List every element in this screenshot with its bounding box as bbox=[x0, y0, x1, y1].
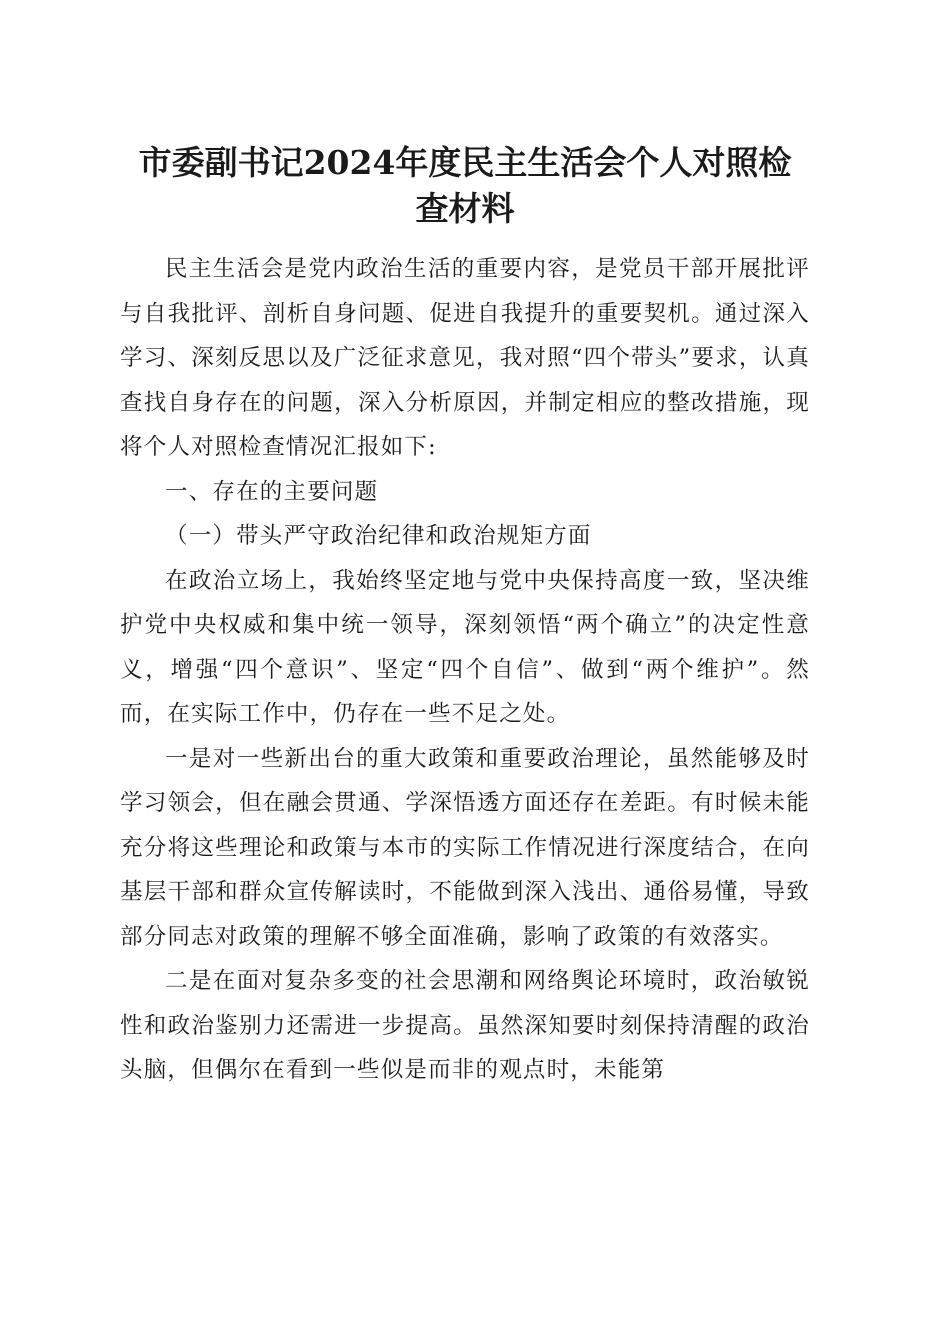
document-title-line-2: 查材料 bbox=[415, 189, 515, 228]
document-title-line-1: 市委副书记2024年度民主生活会个人对照检 bbox=[138, 143, 792, 182]
document-page bbox=[120, 0, 810, 1093]
section-heading-main-problems: 一、存在的主要问题 bbox=[165, 478, 379, 505]
document-body bbox=[120, 247, 810, 1093]
document-title bbox=[120, 140, 810, 232]
paragraph-point-one: 一是对一些新出台的重大政策和重要政治理论，虽然能够及时学习领会，但在融会贯通、学深悟透方面还存在差距。有时候未能充分将这些理论和政策与本市的实际工作情况进行深度结合，在向基层干部和群众宣传解读时，不能做到深入浅出、通俗易懂，导致部分同志对政策的理解不够全面准确，影响了政策的有效落实。 bbox=[120, 745, 810, 950]
intro-paragraph: 民主生活会是党内政治生活的重要内容，是党员干部开展批评与自我批评、剖析自身问题、促进自我提升的重要契机。通过深入学习、深刻反思以及广泛征求意见，我对照“四个带头”要求，认真查找自身存在的问题，深入分析原因，并制定相应的整改措施，现将个人对照检查情况汇报如下: bbox=[120, 256, 810, 460]
paragraph-point-two: 二是在面对复杂多变的社会思潮和网络舆论环境时，政治敏锐性和政治鉴别力还需进一步提高。虽然深知要时刻保持清醒的政治头脑，但偶尔在看到一些似是而非的观点时，未能第 bbox=[120, 968, 810, 1083]
subsection-heading-political-discipline: （一）带头严守政治纪律和政治规矩方面 bbox=[165, 523, 592, 549]
paragraph-political-stance: 在政治立场上，我始终坚定地与党中央保持高度一致，坚决维护党中央权威和集中统一领导，深刻领悟“两个确立”的决定性意义，增强“四个意识”、坚定“四个自信”、做到“两个维护”。然而，在实际工作中，仍存在一些不足之处。 bbox=[120, 567, 810, 727]
